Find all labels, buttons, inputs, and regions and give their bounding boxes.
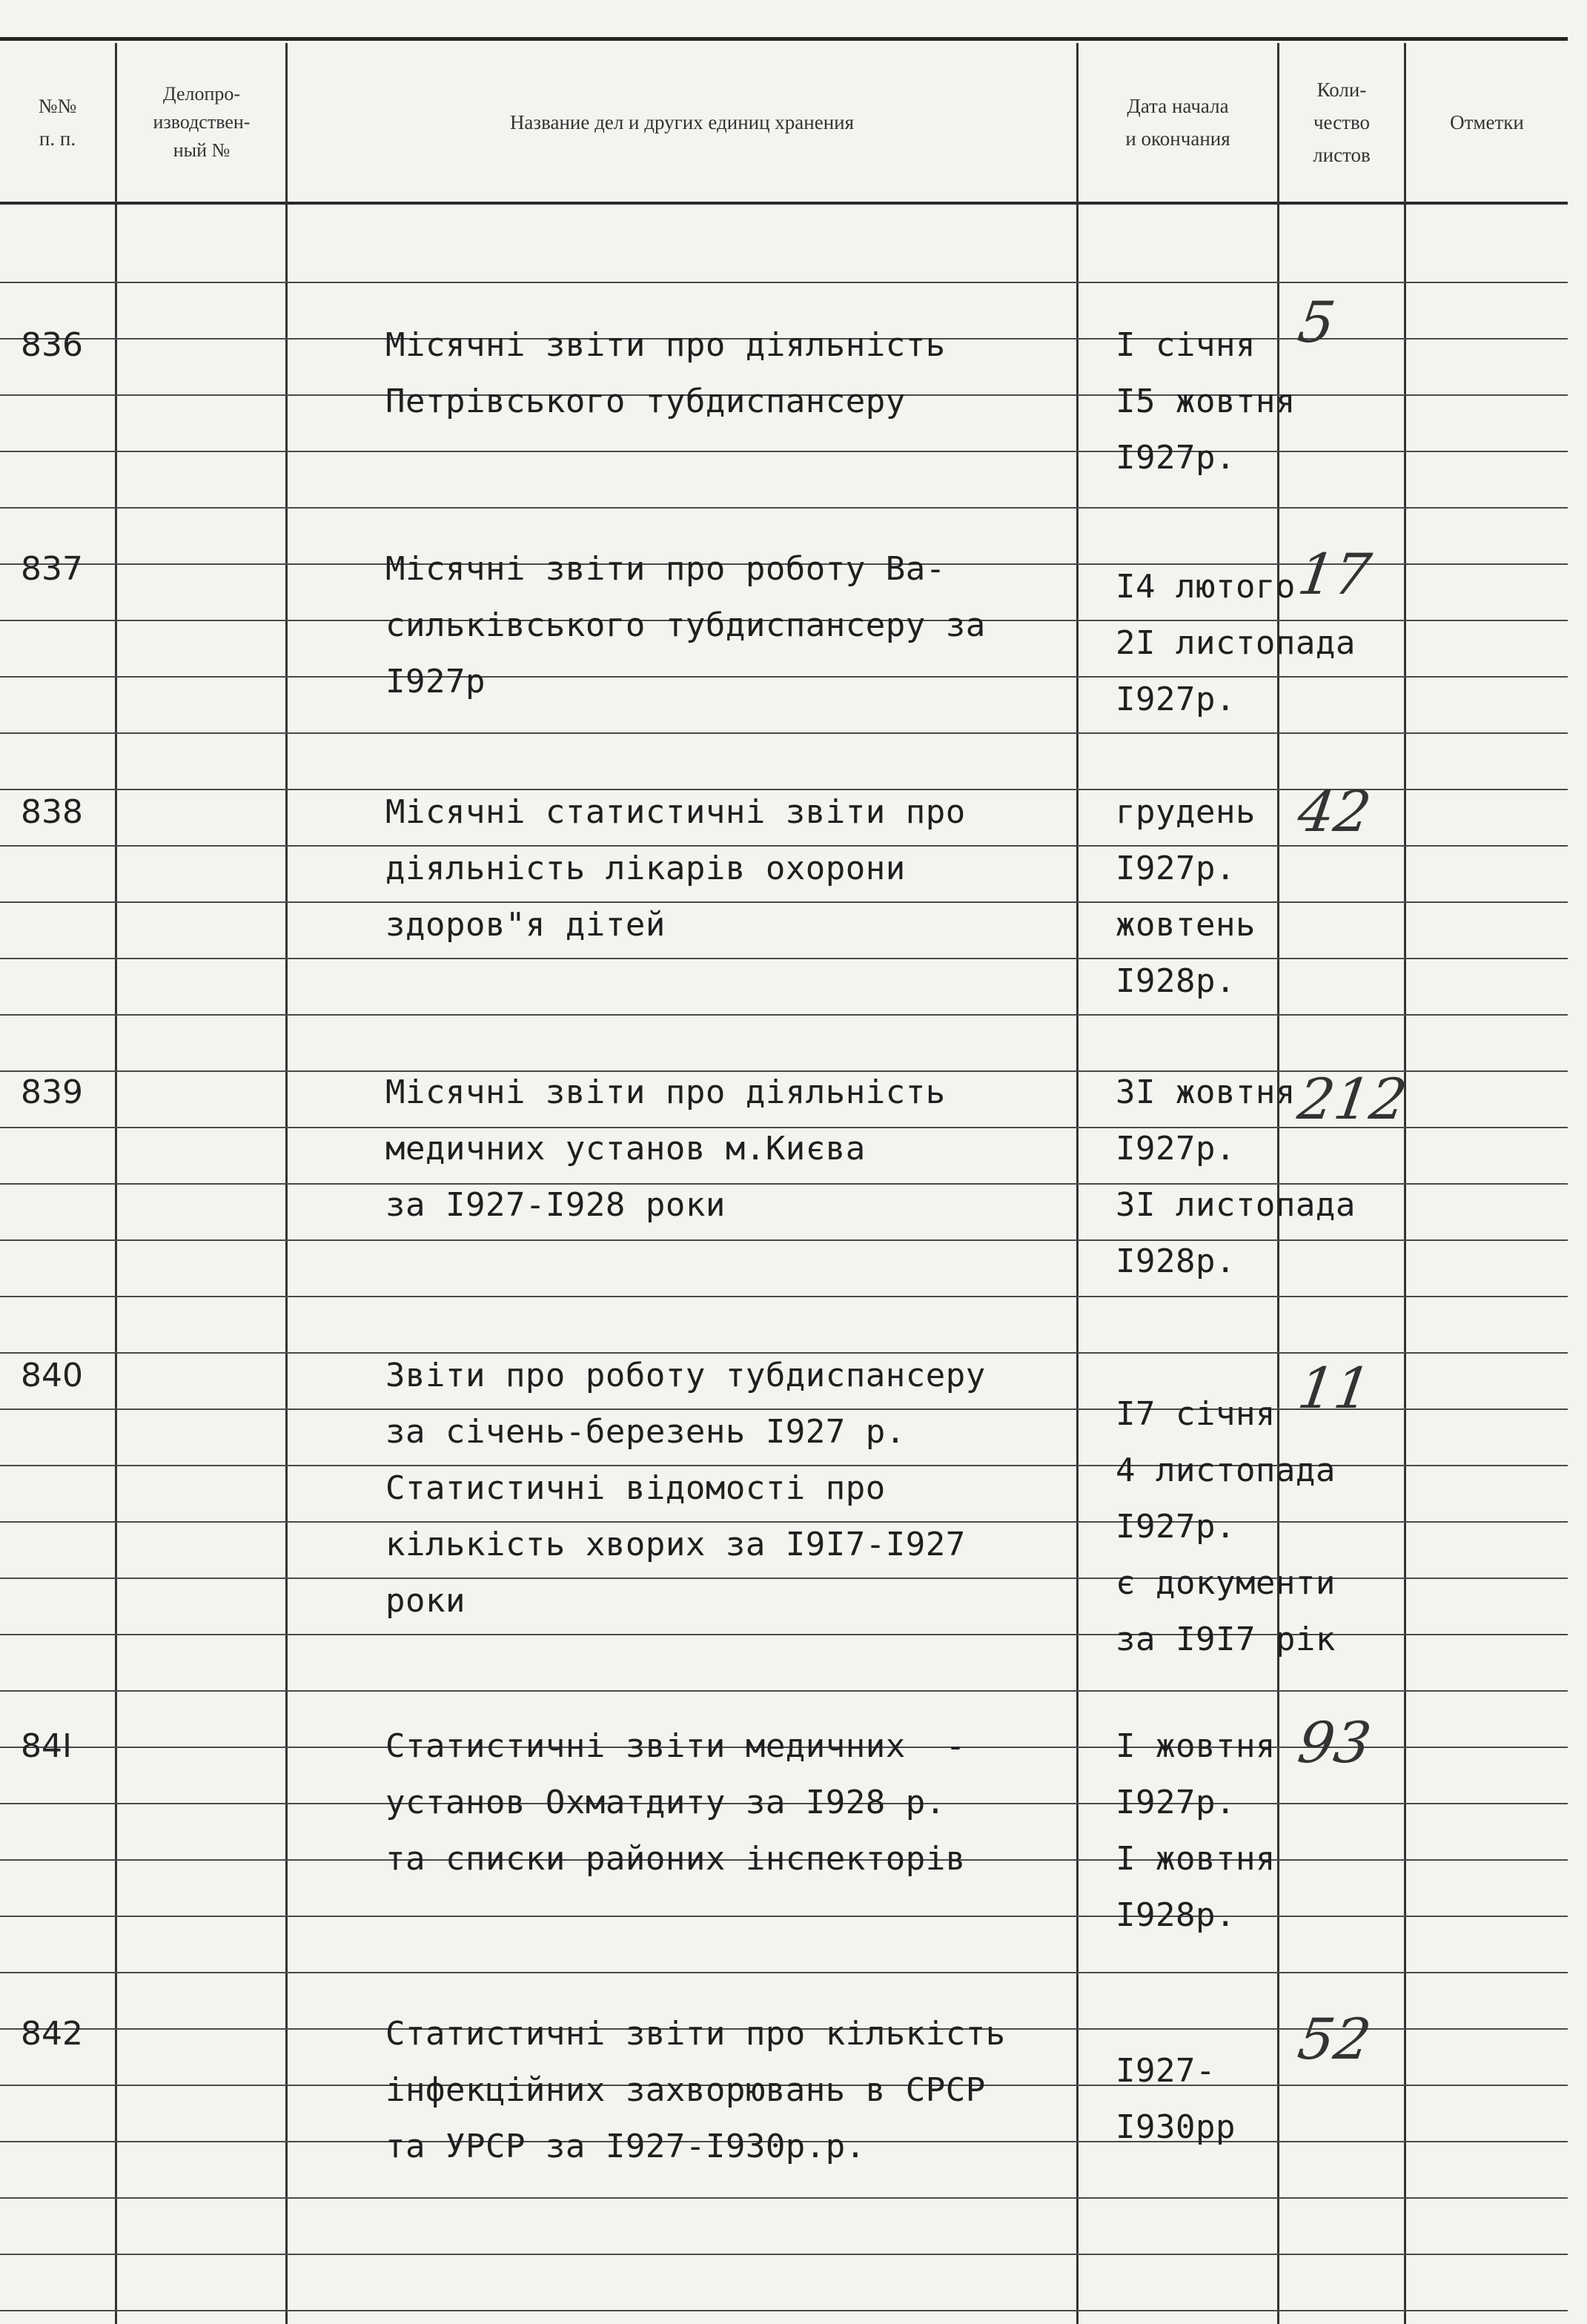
record-sheet-count: 5 <box>1293 289 1339 355</box>
record-date-line: 3I жовтня <box>1116 1073 1296 1111</box>
record-title-line: Статистичні звіти про кількість <box>385 2015 1006 2053</box>
record-date-line: I4 лютого <box>1116 568 1296 606</box>
record-date-line: I927- <box>1116 2052 1216 2090</box>
record-date-line: I928р. <box>1116 1242 1236 1280</box>
ruled-line <box>0 1972 1568 1973</box>
record-date-line: I927р. <box>1116 1130 1236 1168</box>
record-number: 842 <box>21 2015 83 2053</box>
record-date-line: I січня <box>1116 326 1256 364</box>
record-date-line: жовтень <box>1116 906 1256 944</box>
record-title-line: медичних установ м.Києва <box>385 1130 866 1168</box>
ruled-line <box>0 1183 1568 1185</box>
header-col-office-number: Делопро- изводствен- ный № <box>153 83 251 161</box>
record-date-line: I7 січня <box>1116 1395 1276 1433</box>
record-title-line: Статистичні відомості про <box>385 1469 886 1507</box>
record-title-line: Місячні звіти про діяльність <box>385 326 946 364</box>
record-date-line: 2I листопада <box>1116 624 1356 662</box>
record-sheet-count: 212 <box>1293 1066 1411 1132</box>
record-title-line: Місячні звіти про діяльність <box>385 1073 946 1111</box>
ruled-line <box>0 1916 1568 1917</box>
record-sheet-count: 11 <box>1293 1355 1375 1421</box>
ruled-line <box>0 451 1568 452</box>
record-title-line: роки <box>385 1582 466 1620</box>
header-bottom-rule <box>0 202 1568 205</box>
record-date-line: за I9I7 рік <box>1116 1620 1336 1658</box>
record-number: 840 <box>21 1357 83 1394</box>
record-sheet-count: 93 <box>1293 1709 1375 1775</box>
record-number: 84I <box>21 1727 72 1765</box>
ruled-line <box>0 732 1568 734</box>
record-title-line: та списки районих інспекторів <box>385 1840 966 1878</box>
header-top-rule <box>0 37 1568 41</box>
record-title-line: Звіти про роботу тубдиспансеру <box>385 1357 986 1394</box>
record-title-line: Місячні статистичні звіти про <box>385 793 966 831</box>
record-sheet-count: 42 <box>1293 778 1375 844</box>
header-col-dates: Дата начала и окончания <box>1125 95 1230 150</box>
record-title-line: Статистичні звіти медичних - <box>385 1727 966 1765</box>
record-title-line: I927р <box>385 663 486 701</box>
ruled-line <box>0 845 1568 847</box>
record-title-line: за I927-I928 роки <box>385 1186 726 1224</box>
record-title-line: діяльність лікарів охорони <box>385 850 906 887</box>
ruled-line <box>0 901 1568 903</box>
record-number: 838 <box>21 793 83 831</box>
header-col-sheets: Коли- чество листов <box>1313 79 1371 166</box>
record-date-line: є документи <box>1116 1564 1336 1602</box>
record-date-line: I927р. <box>1116 1784 1236 1821</box>
ruled-line <box>0 2254 1568 2255</box>
record-date-line: I927р. <box>1116 681 1236 718</box>
ruled-line <box>0 1690 1568 1692</box>
ruled-line <box>0 2197 1568 2199</box>
record-date-line: I927р. <box>1116 439 1236 477</box>
record-date-line: 3I листопада <box>1116 1186 1356 1224</box>
record-date-line: I928р. <box>1116 1896 1236 1934</box>
ruled-line <box>0 1239 1568 1241</box>
record-date-line: I928р. <box>1116 962 1236 1000</box>
record-number: 839 <box>21 1073 83 1111</box>
ruled-line <box>0 282 1568 283</box>
ruled-line <box>0 1014 1568 1016</box>
record-date-line: грудень <box>1116 793 1256 831</box>
record-sheet-count: 52 <box>1293 2006 1375 2072</box>
ruled-line <box>0 1296 1568 1297</box>
ruled-line <box>0 676 1568 678</box>
record-title-line: сильківського тубдиспансеру за <box>385 606 986 644</box>
ruled-line <box>0 1521 1568 1523</box>
record-sheet-count: 17 <box>1293 541 1375 607</box>
record-title-line: інфекційних захворювань в СРСР <box>385 2071 986 2109</box>
record-title-line: установ Охматдиту за I928 р. <box>385 1784 946 1821</box>
record-date-line: I927р. <box>1116 850 1236 887</box>
ruled-line <box>0 507 1568 509</box>
record-date-line: I930рр <box>1116 2108 1236 2146</box>
record-title-line: Місячні звіти про роботу Ва- <box>385 550 946 588</box>
record-date-line: I5 жовтня <box>1116 383 1296 420</box>
ruled-line <box>0 1352 1568 1354</box>
record-date-line: I жовтня <box>1116 1840 1276 1878</box>
record-title-line: здоров"я дітей <box>385 906 666 944</box>
record-number: 836 <box>21 326 83 364</box>
record-number: 837 <box>21 550 83 588</box>
ruled-line <box>0 2310 1568 2311</box>
header-col-number: №№ п. п. <box>38 95 77 150</box>
record-title-line: кількість хворих за I9I7-I927 <box>385 1526 966 1563</box>
header-col-notes: Отметки <box>1450 111 1524 133</box>
ruled-line <box>0 958 1568 959</box>
record-date-line: I жовтня <box>1116 1727 1276 1765</box>
record-title-line: Петрівського тубдиспансеру <box>385 383 906 420</box>
record-title-line: та УРСР за I927-I930р.р. <box>385 2128 866 2165</box>
record-date-line: 4 листопада <box>1116 1451 1336 1489</box>
record-title-line: за січень-березень I927 р. <box>385 1413 906 1451</box>
record-date-line: I927р. <box>1116 1508 1236 1546</box>
header-col-title: Название дел и других единиц хранения <box>509 111 855 133</box>
